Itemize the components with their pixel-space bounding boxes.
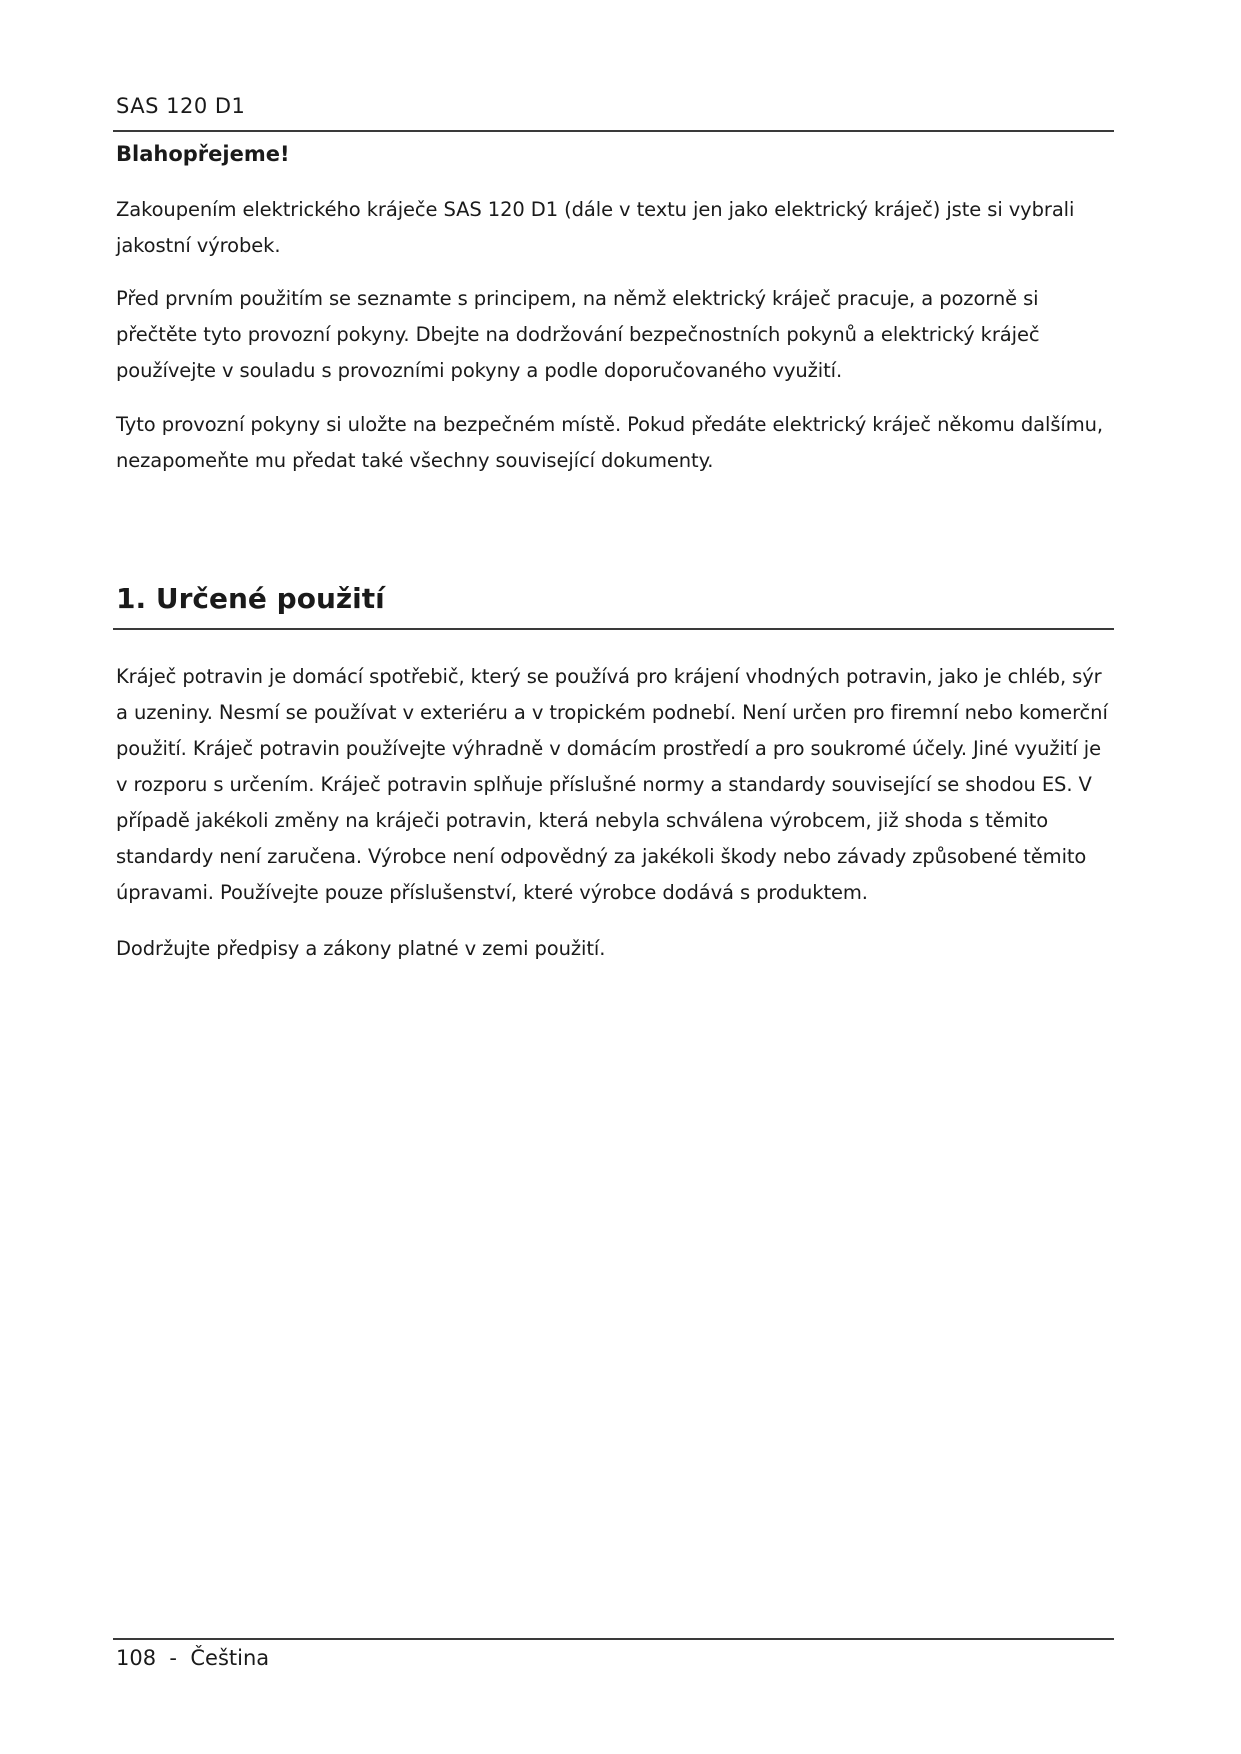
section-divider [113, 628, 1114, 630]
section-title: 1. Určené použití [116, 582, 385, 615]
intro-paragraph-1: Zakoupením elektrického kráječe SAS 120 D1 (dále v textu jen jako elektrický kráječ) jste si vybrali jakostní výrobek. [116, 198, 1075, 257]
header-divider [113, 130, 1114, 132]
header-model-name: SAS 120 D1 [116, 94, 246, 118]
footer-page-label: 108 - Čeština [116, 1646, 270, 1670]
section-paragraph-1: Kráječ potravin je domácí spotřebič, který se používá pro krájení vhodných potravin, jako je chléb, sýr a uzeniny. Nesmí se používat v exteriéru a v tropickém podnebí. Není určen pro firemní nebo komerční použití. Kráječ potravin používejte výhradně v domácím prostředí a pro soukromé účely. Jiné využití je v rozporu s určením. Kráječ potravin splňuje příslušné normy a standardy související se shodou ES. V případě jakékoli změny na kráječi potravin, která nebyla schválena výrobcem, již shoda s těmito standardy není zaručena. Výrobce není odpovědný za jakékoli škody nebo závady způsobené těmito úpravami. Používejte pouze příslušenství, které výrobce dodává s produktem. [116, 665, 1108, 904]
intro-paragraph-2: Před prvním použitím se seznamte s principem, na němž elektrický kráječ pracuje, a pozorně si přečtěte tyto provozní pokyny. Dbejte na dodržování bezpečnostních pokynů a elektrický kráječ používejte v souladu s provozními pokyny a podle doporučovaného využití. [116, 287, 1040, 382]
greeting-heading: Blahopřejeme! [116, 142, 290, 166]
footer-divider [113, 1638, 1114, 1640]
intro-paragraph-3: Tyto provozní pokyny si uložte na bezpečném místě. Pokud předáte elektrický kráječ někomu dalšímu, nezapomeňte mu předat také všechny související dokumenty. [116, 413, 1103, 472]
section-paragraph-2: Dodržujte předpisy a zákony platné v zemi použití. [116, 937, 606, 960]
